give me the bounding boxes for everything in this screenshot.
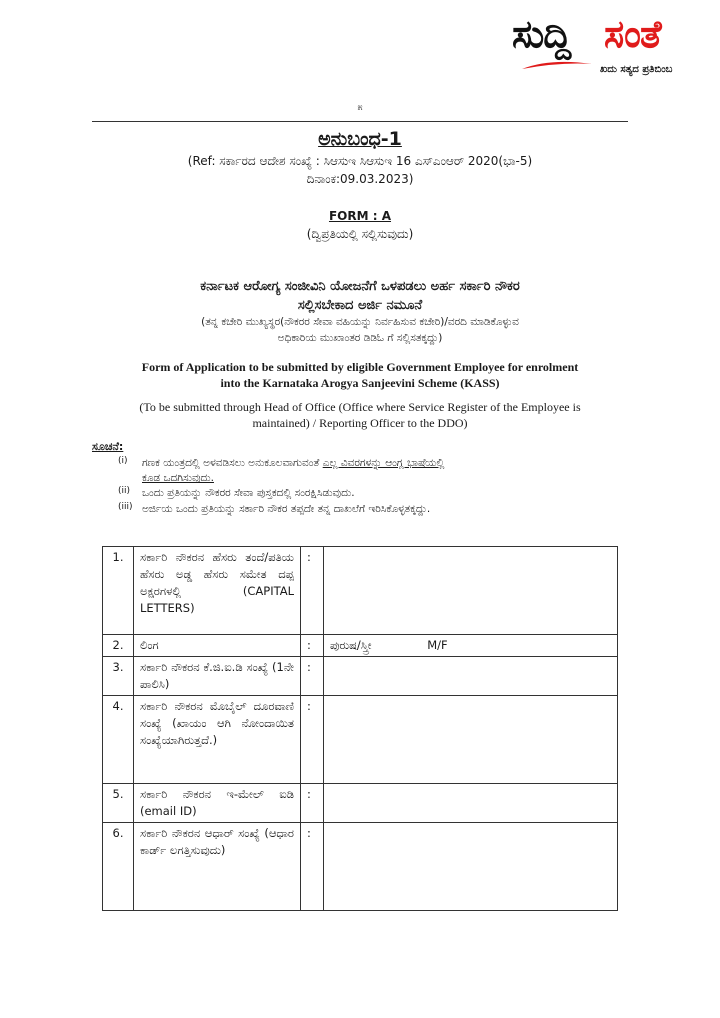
logo-tagline: ಖದು ಸತ್ಯದ ಪ್ರತಿಬಿಂಬ [600, 64, 673, 75]
row-value-field[interactable] [324, 547, 618, 635]
row-value-field[interactable] [324, 784, 618, 823]
row-number: 1. [103, 547, 134, 635]
form-label: FORM : A [328, 209, 392, 223]
copies-instruction: (ದ್ವಿಪ್ರತಿಯಲ್ಲಿ ಸಲ್ಲಿಸುವುದು) [306, 227, 414, 241]
reference-line: (Ref: ಸರ್ಕಾರದ ಆದೇಶ ಸಂಖ್ಯೆ : ಸಿಆಸುಇ ಸಿಆಸುಇ 16 ಎಸ್‌ಎಂಆರ್ 2020(ಭಾ-5) [187, 154, 533, 168]
header-divider [92, 121, 628, 122]
page-number: ೫ [357, 103, 363, 113]
row-label: ಸರ್ಕಾರಿ ನೌಕರನ ಕೆ.ಜಿ.ಐ.ಡಿ ಸಂಖ್ಯೆ (1ನೇ ಪಾಲಿಸಿ) [134, 657, 301, 696]
logo-swoosh-icon [520, 58, 594, 72]
row-colon: : [301, 823, 324, 911]
english-heading-line2: into the Karnataka Arogya Sanjeevini Scheme (KASS) [220, 376, 500, 390]
note-number: (iii) [118, 502, 133, 512]
row-colon: : [301, 657, 324, 696]
gender-options-en: M/F [427, 638, 448, 652]
date-line: ದಿನಾಂಕ:09.03.2023) [306, 172, 414, 186]
row-number: 4. [103, 696, 134, 784]
kannada-heading-line2: ಸಲ್ಲಿಸಬೇಕಾದ ಅರ್ಜಿ ನಮೂನೆ [297, 298, 423, 313]
table-row [103, 657, 618, 696]
row-number: 2. [103, 635, 134, 657]
row-label: ಸರ್ಕಾರಿ ನೌಕರನ ಹೆಸರು ತಂದೆ/ಪತಿಯ ಹೆಸರು ಅಡ್ಡ ಹೆಸರು ಸಮೇತ ದಪ್ಪ ಅಕ್ಷರಗಳಲ್ಲಿ (CAPITAL LETTERS) [134, 547, 301, 635]
logo-word-suddi: ಸುದ್ದಿ [512, 12, 571, 56]
site-logo [512, 12, 712, 80]
note-text: ಒಂದು ಪ್ರತಿಯನ್ನು ನೌಕರರ ಸೇವಾ ಪುಸ್ತಕದಲ್ಲಿ ಸಂರಕ್ಷಿಸಿಡುವುದು. [142, 487, 355, 499]
note-text: ಗಣಕ ಯಂತ್ರದಲ್ಲಿ ಅಳವಡಿಸಲು ಅನುಕೂಲವಾಗುವಂತೆ ಎಲ್ಲ ವಿವರಗಳನ್ನು ಆಂಗ್ಲ ಭಾಷೆಯಲ್ಲಿ ಕೂಡ ಒದಗಿಸುವುದು. [142, 457, 445, 484]
table-row [103, 635, 618, 657]
notes-heading: ಸೂಚನೆ: [92, 440, 124, 453]
note-number: (ii) [118, 486, 131, 496]
table-row [103, 823, 618, 911]
table-row [103, 547, 618, 635]
kannada-subheading-line2: ಅಧಿಕಾರಿಯ ಮುಖಾಂತರ ಡಿಡಿಓ ಗೆ ಸಲ್ಲಿಸತಕ್ಕದ್ದು) [277, 332, 443, 344]
row-label: ಲಿಂಗ [134, 635, 301, 657]
row-number: 6. [103, 823, 134, 911]
english-heading-line1: Form of Application to be submitted by eligible Government Employee for enrolment [141, 360, 579, 374]
row-value-field[interactable] [324, 635, 618, 657]
row-label: ಸರ್ಕಾರಿ ನೌಕರನ ಇ-ಮೇಲ್ ಐಡಿ (email ID) [134, 784, 301, 823]
row-colon: : [301, 696, 324, 784]
row-number: 3. [103, 657, 134, 696]
row-value-field[interactable] [324, 696, 618, 784]
gender-options: ಪುರುಷ/ಸ್ತ್ರೀ [330, 638, 372, 652]
logo-word-sante: ಸಂತೆ [604, 12, 661, 56]
kannada-subheading-line1: (ತನ್ನ ಕಚೇರಿ ಮುಖ್ಯಸ್ಥರ(ನೌಕರರ ಸೇವಾ ವಹಿಯನ್ನು ನಿರ್ವಹಿಸುವ ಕಚೇರಿ)/ವರದಿ ಮಾಡಿಕೊಳ್ಳುವ [201, 316, 519, 328]
annex-title: ಅನುಬಂಧ-1 [318, 128, 402, 150]
note-text: ಅರ್ಜಿಯ ಒಂದು ಪ್ರತಿಯನ್ನು ಸರ್ಕಾರಿ ನೌಕರ ತಪ್ಪದೇ ತನ್ನ ದಾಖಲೆಗೆ ಇರಿಸಿಕೊಳ್ಳತಕ್ಕದ್ದು. [142, 503, 431, 515]
row-value-field[interactable] [324, 823, 618, 911]
application-form-table [102, 546, 618, 911]
english-subheading-line2: maintained) / Reporting Officer to the DDO) [252, 416, 468, 430]
table-row [103, 784, 618, 823]
english-subheading-line1: (To be submitted through Head of Office (Office where Service Register of the Employee is [139, 400, 581, 414]
note-number: (i) [118, 456, 128, 466]
row-colon: : [301, 547, 324, 635]
table-row [103, 696, 618, 784]
row-number: 5. [103, 784, 134, 823]
row-colon: : [301, 635, 324, 657]
row-value-field[interactable] [324, 657, 618, 696]
row-colon: : [301, 784, 324, 823]
row-label: ಸರ್ಕಾರಿ ನೌಕರನ ಆಧಾರ್ ಸಂಖ್ಯೆ (ಆಧಾರ ಕಾರ್ಡ್ ಲಗತ್ತಿಸುವುದು) [134, 823, 301, 911]
kannada-heading-line1: ಕರ್ನಾಟಕ ಆರೋಗ್ಯ ಸಂಜೀವಿನಿ ಯೋಜನೆಗೆ ಒಳಪಡಲು ಅರ್ಹ ಸರ್ಕಾರಿ ನೌಕರ [200, 279, 520, 294]
row-label: ಸರ್ಕಾರಿ ನೌಕರನ ಮೊಬೈಲ್ ದೂರವಾಣಿ ಸಂಖ್ಯೆ (ಖಾಯಂ ಆಗಿ ನೋಂದಾಯಿತ ಸಂಖ್ಯೆಯಾಗಿರುತ್ತದೆ.) [134, 696, 301, 784]
